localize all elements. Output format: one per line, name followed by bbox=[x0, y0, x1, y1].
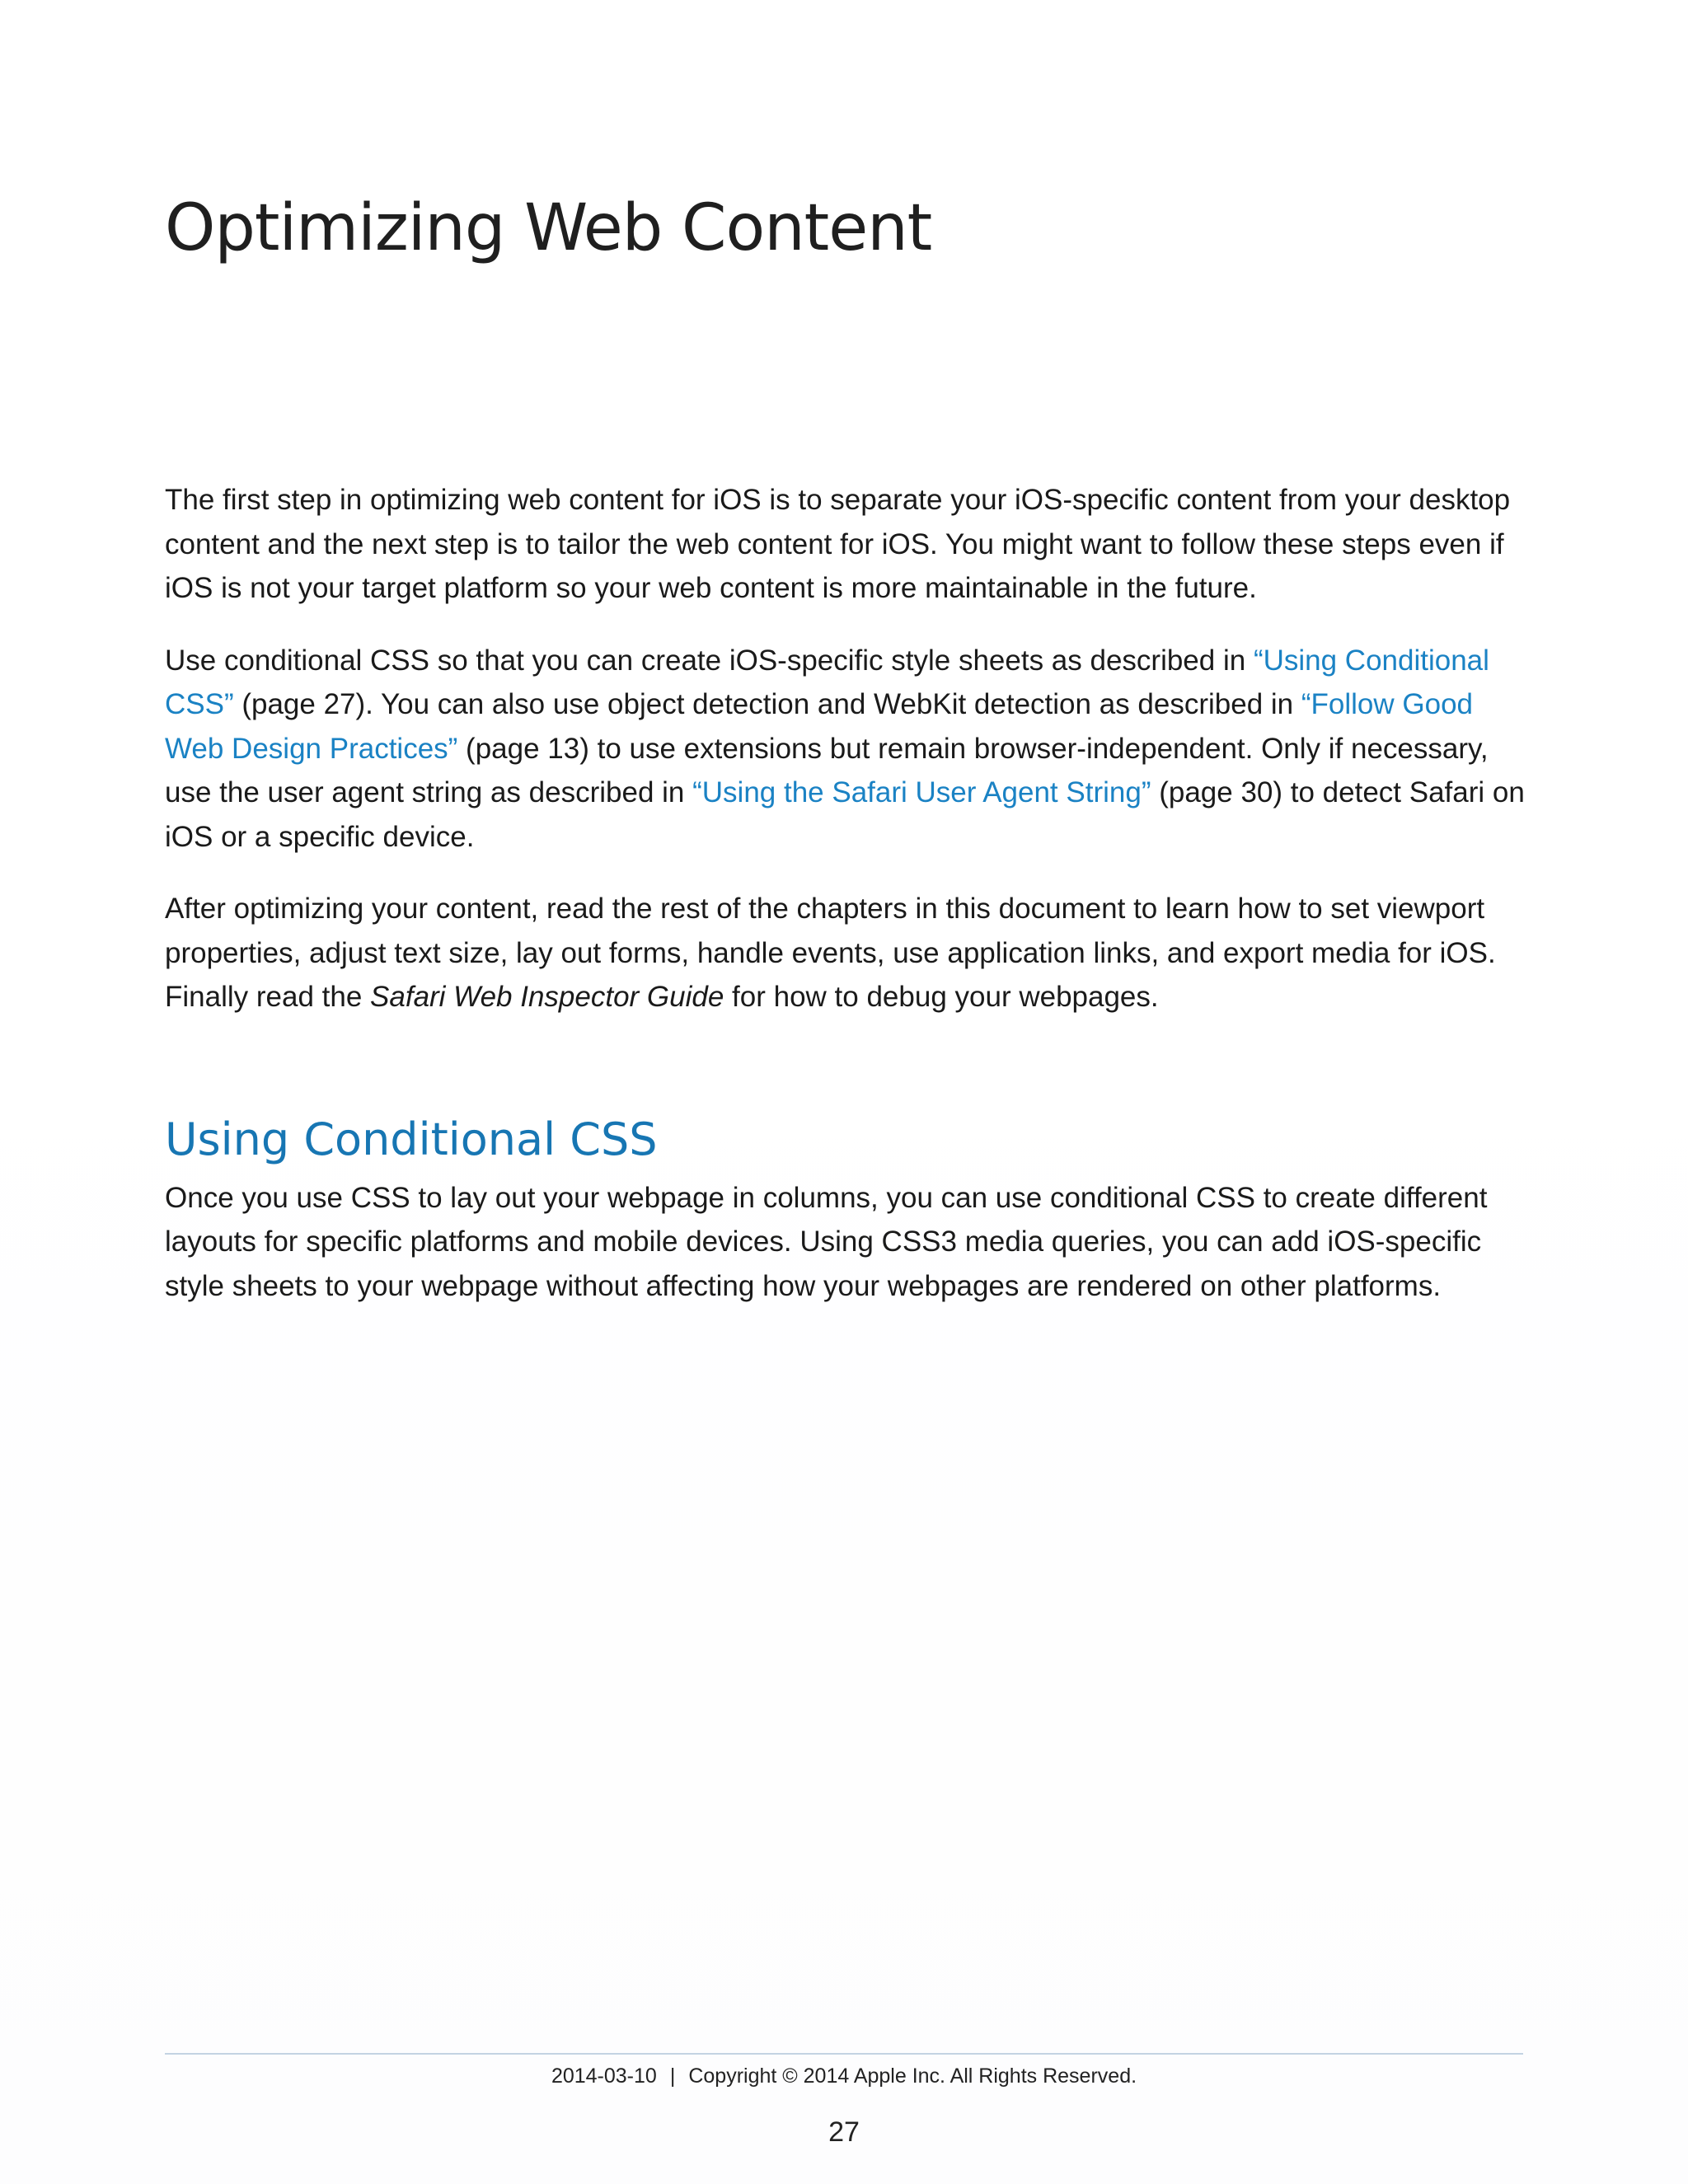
footer-copyright: Copyright © 2014 Apple Inc. All Rights Reserved. bbox=[688, 2064, 1137, 2088]
intro-p2-text-2: (page 27). You can also use object detection and WebKit detection as described in bbox=[233, 688, 1301, 720]
intro-p2-text-1: Use conditional CSS so that you can create iOS-specific style sheets as described in bbox=[165, 644, 1254, 677]
intro-p2-text-3: (page 13) to use extensions but remain browser-independent. Only if necessary, use the user agent string as described in bbox=[165, 732, 1489, 808]
link-using-safari-user-agent-string[interactable]: “Using the Safari User Agent String” bbox=[692, 776, 1151, 808]
chapter-title: Optimizing Web Content bbox=[165, 191, 932, 265]
section-title: Using Conditional CSS bbox=[165, 1113, 658, 1165]
intro-paragraph-2 bbox=[165, 639, 1525, 860]
intro-p2-text-4: (page 30) to detect Safari on iOS or a specific device. bbox=[165, 776, 1525, 853]
page-number: 27 bbox=[828, 2116, 860, 2148]
footer-date: 2014-03-10 bbox=[551, 2064, 657, 2088]
intro-p3-text-1: After optimizing your content, read the rest of the chapters in this document to learn how to set viewport properties, adjust text size, lay out forms, handle events, use application links, and export media for iOS. Finally read the bbox=[165, 893, 1496, 1013]
intro-paragraph-3 bbox=[165, 887, 1525, 1019]
link-using-conditional-css[interactable]: “Using Conditional CSS” bbox=[165, 644, 1489, 720]
book-title-safari-web-inspector-guide: Safari Web Inspector Guide bbox=[370, 981, 724, 1013]
footer-separator: | bbox=[669, 2064, 676, 2088]
page-content bbox=[165, 478, 1525, 1336]
intro-p3-text-2: for how to debug your webpages. bbox=[724, 981, 1159, 1013]
intro-paragraph-1: The first step in optimizing web content for iOS is to separate your iOS-specific content from your desktop content and the next step is to tailor the web content for iOS. You might want to follow these steps even if iOS is not your target platform so your web content is more maintainable in the future. bbox=[165, 484, 1511, 604]
section-paragraph-1: Once you use CSS to lay out your webpage in columns, you can use conditional CSS to create different layouts for specific platforms and mobile devices. Using CSS3 media queries, you can add iOS-specific style sheets to your webpage without affecting how your webpages are rendered on other platforms. bbox=[165, 1181, 1488, 1302]
footer-divider bbox=[165, 2053, 1523, 2055]
footer bbox=[0, 2064, 1688, 2088]
link-follow-good-web-design-practices[interactable]: “Follow Good Web Design Practices” bbox=[165, 688, 1473, 765]
